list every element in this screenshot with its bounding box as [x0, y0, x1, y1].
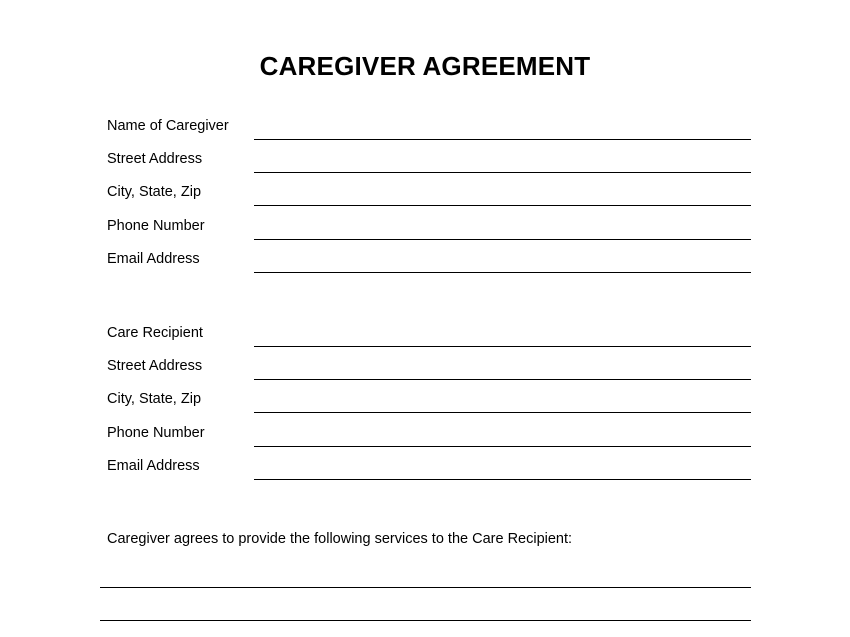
recipient-email-field[interactable] [254, 479, 751, 480]
caregiver-email-label: Email Address [107, 250, 200, 267]
services-line-2[interactable] [100, 620, 751, 621]
recipient-street-row [107, 357, 751, 390]
caregiver-email-field[interactable] [254, 272, 751, 273]
caregiver-name-row [107, 117, 751, 150]
document-title: CAREGIVER AGREEMENT [259, 51, 591, 81]
services-intro: Caregiver agrees to provide the following services to the Care Recipient: [107, 531, 573, 547]
recipient-name-label: Care Recipient [107, 325, 203, 341]
recipient-email-label: Email Address [107, 457, 200, 474]
caregiver-section [107, 117, 751, 283]
recipient-phone-label: Phone Number [107, 424, 205, 441]
recipient-name-row [107, 324, 751, 357]
caregiver-city-label: City, State, Zip [107, 184, 202, 201]
caregiver-phone-label: Phone Number [107, 217, 205, 234]
recipient-name-field[interactable] [254, 346, 751, 347]
caregiver-city-field[interactable] [254, 205, 751, 206]
recipient-phone-row [107, 424, 751, 457]
caregiver-name-label: Name of Caregiver [107, 118, 229, 134]
recipient-street-label: Street Address [107, 358, 203, 375]
caregiver-street-row [107, 150, 751, 183]
caregiver-phone-row [107, 217, 751, 250]
caregiver-name-field[interactable] [254, 139, 751, 140]
caregiver-phone-field[interactable] [254, 239, 751, 240]
recipient-phone-field[interactable] [254, 446, 751, 447]
recipient-city-label: City, State, Zip [107, 391, 202, 408]
caregiver-email-row [107, 250, 751, 283]
recipient-city-row [107, 390, 751, 423]
caregiver-street-label: Street Address [107, 151, 203, 168]
recipient-street-field[interactable] [254, 379, 751, 380]
caregiver-city-row [107, 183, 751, 216]
recipient-city-field[interactable] [254, 412, 751, 413]
recipient-email-row [107, 457, 751, 490]
services-line-1[interactable] [100, 587, 751, 588]
recipient-section [107, 324, 751, 490]
caregiver-street-field[interactable] [254, 172, 751, 173]
